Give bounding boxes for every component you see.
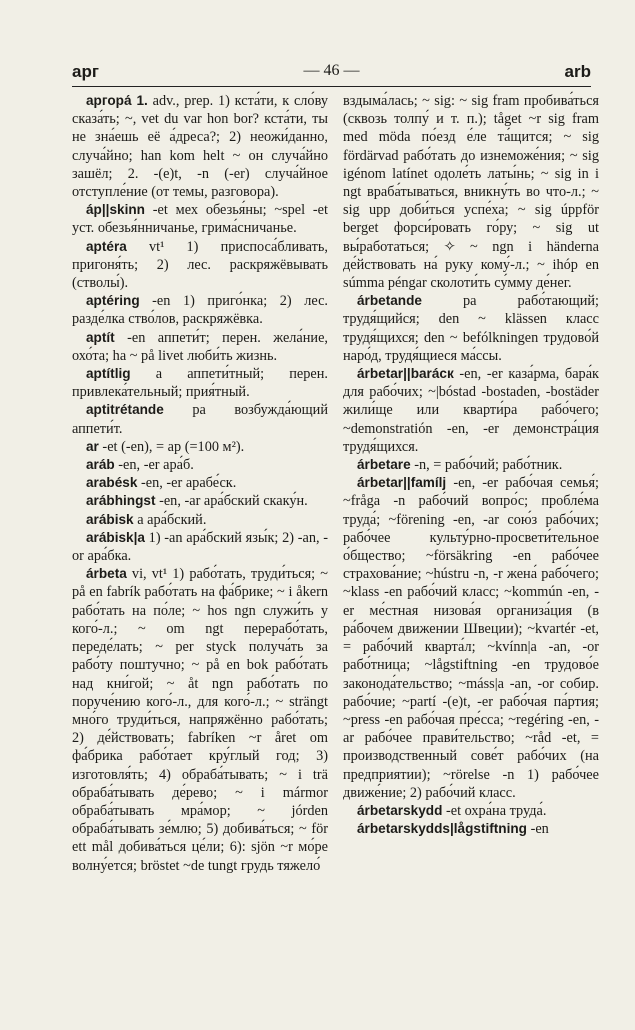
entry-headword: árbetande — [357, 293, 422, 309]
entry-definition: -en, -er каза́рма, бара́к для рабо́чих; ~|bóstad -bostaden, -bostäder жили́ще или кварти́ра рабо́чего; ~demonstratión -en, -er демонстра́ция трудя́щихся. — [343, 366, 599, 455]
dictionary-entry — [72, 474, 328, 492]
entry-definition: -et (-en), = ap (=100 м²). — [98, 438, 245, 455]
entry-definition: -en 1) приго́нка; 2) лес. разде́лка ство́лов, раскряжёвка. — [72, 293, 328, 328]
entry-headword: áp||skinn — [86, 202, 145, 218]
entry-headword: árbetarskydds|lågstiftning — [357, 821, 527, 837]
entry-definition: -et мех обезья́ны; ~spel -et уст. обезья́нничанье, грима́сничанье. — [72, 202, 328, 237]
entry-headword: árbetare — [357, 457, 411, 473]
entry-headword: аргора́ 1. — [86, 93, 148, 108]
entry-headword: árbetar||barácк — [357, 366, 454, 382]
header-guide-word-right: arb — [564, 62, 591, 81]
entry-definition: -en, -ar ара́бский скаку́н. — [155, 493, 308, 510]
right-column — [343, 92, 599, 838]
dictionary-entry — [72, 565, 328, 874]
page-number: — 46 — — [303, 62, 360, 79]
entry-headword: arábisk|a — [86, 529, 145, 545]
entry-headword: arabésk — [86, 475, 138, 491]
entry-definition: a ара́бский. — [133, 511, 207, 528]
entry-definition: -en, -er ара́б. — [114, 457, 194, 474]
entry-headword: árbetarskydd — [357, 802, 443, 818]
left-column — [72, 92, 328, 875]
entry-definition: vi, vt¹ 1) рабо́тать, труди́ться; ~ på en fabrík рабо́тать на фа́брике; ~ i åkern рабо́тать на по́ле; ~ hos ngn служи́ть у кого́-л.; ~ om ngt перерабо́тать, переде́лать; ~ per styck получа́ть за рабо́ту поштучно; ~ på en bok рабо́тать над кни́гой; ~ åt ngn рабо́тать по поруче́нию кого́-л., для кого́-л.; ~ strängt мно́го труди́ться, напряжённо рабо́тать; 2) де́йствовать; fabríken ~r året om фа́брика рабо́тает кру́глый год; 3) изготовля́ть; 4) обраба́тывать; ~ i trä обраба́тывать де́рево; ~ i mármor обраба́тывать мра́мор; ~ jórden обраба́тывать зе́млю; 5) добива́ться; ~ för ett mål добива́ться це́ли; 6): sjön ~r мо́ре волну́ется; bröstet ~de tungt грудь тяжело́ — [72, 566, 328, 874]
dictionary-entry — [72, 238, 328, 293]
entry-definition: -en, -er арабе́ск. — [137, 475, 237, 492]
header-rule — [72, 86, 591, 87]
entry-definition: вздыма́лась; ~ sig: ~ sig fram пробива́ться (сквозь толпу́ и т. п.); tåget ~r sig fram med möda по́езд е́ле та́щится; ~ sig fördärvad рабо́тать до изнеможе́ния; ~ sig igénom latínet одоле́ть латы́нь; ~ sig in i ngt враба́тываться, вникну́ть во что-л.; ~ sig upp доби́ться успе́ха; ~ sig úppför berget форси́ровать го́ру; ~ sig ut вы́работаться; ✧ ~ ngn i händerna де́йствовать на́ руку кому́-л.; ~ ihóp en súmma péngar сколоти́ть су́мму де́нег. — [343, 93, 599, 292]
entry-headword: árbeta — [86, 566, 127, 582]
dictionary-entry — [72, 529, 328, 565]
dictionary-entry — [343, 292, 599, 365]
entry-definition: a аппети́тный; перен. привлека́тельный; прия́тный. — [72, 366, 328, 401]
entry-definition: 1) -an ара́бский язы́к; 2) -an, -or ара́бка. — [72, 529, 328, 565]
entry-definition: vt¹ 1) приспоса́бливать, пригоня́ть; 2) лес. раскряжёвывать (стволы́). — [72, 238, 328, 292]
dictionary-entry — [72, 292, 328, 328]
header-guide-word-left: арг — [72, 62, 99, 81]
dictionary-entry — [343, 92, 599, 292]
dictionary-entry — [72, 438, 328, 456]
entry-definition: -et охра́на труда́. — [442, 802, 547, 819]
entry-definition: pa рабо́тающий; трудя́щийся; den ~ klässen класс трудя́щихся; den ~ befólkningen трудово́й наро́д, трудя́щиеся ма́ссы. — [343, 293, 599, 364]
dictionary-entry — [72, 92, 328, 201]
dictionary-entry — [72, 511, 328, 529]
entry-definition: -en — [527, 821, 549, 838]
dictionary-entry — [343, 802, 599, 820]
entry-definition: pa возбужда́ющий аппети́т. — [72, 402, 328, 437]
dictionary-entry — [72, 329, 328, 365]
dictionary-entry — [72, 365, 328, 401]
entry-headword: arábhingst — [86, 493, 156, 509]
entry-headword: aptítlig — [86, 366, 131, 382]
entry-headword: aptéring — [86, 293, 140, 309]
entry-definition: adv., prep. 1) кста́ти, к сло́ву сказа́ть; ~, vet du var hon bor? кста́ти, ты не зна́ешь её а́дреса?; 2) неожи́данно, случа́йно; han kom helt ~ он случа́йно зашёл; 2. -(e)t, -n (-er) случа́йное отступле́ние (от темы, разговора). — [72, 93, 328, 201]
entry-headword: ar — [86, 438, 99, 454]
dictionary-entry — [72, 401, 328, 437]
entry-headword: árbetar||famílj — [357, 475, 447, 491]
dictionary-entry — [72, 492, 328, 510]
dictionary-entry — [343, 365, 599, 456]
page-header — [72, 60, 591, 84]
entry-definition: -en аппети́т; перен. жела́ние, охо́та; ha ~ på livet люби́ть жизнь. — [72, 329, 328, 364]
dictionary-entry — [343, 456, 599, 474]
entry-headword: aptéra — [86, 238, 127, 254]
dictionary-entry — [343, 474, 599, 802]
dictionary-entry — [72, 201, 328, 237]
entry-definition: -en, -er рабо́чая семья́; ~fråga -n рабо́чий вопро́с; пробле́ма труда́; ~förening -en, -ar сою́з рабо́чих; рабо́чее культу́рно-просвети́тельное о́бщество; ~försäkring -en рабо́чее страхова́ние; ~hústru -n, -r жена́ рабо́чего; ~klass -en рабо́чий класс; ~kommún -en, -er ме́стная низова́я организа́ция (в ра́бочем движении Швеции); ~kvartér -et, = рабо́чий кварта́л; ~kvínn|a -an, -or рабо́тница; ~lågstiftning -en трудово́е законода́тельство; ~máss|a -an, -or собир. рабо́чие; ~partí -(e)t, -er рабо́чая па́ртия; ~press -en рабо́чая пре́сса; ~regéring -en, -ar рабо́чее прави́тельство; ~råd -et, = производственный сове́т рабо́чих (на предприятии); ~rörelse -n 1) рабо́чее движе́ние; 2) рабо́чий класс. — [343, 475, 599, 801]
entry-definition: -n, = рабо́чий; рабо́тник. — [410, 457, 563, 474]
dictionary-entry — [343, 820, 599, 838]
entry-headword: aráb — [86, 457, 115, 473]
dictionary-entry — [72, 456, 328, 474]
entry-headword: aptitrétande — [86, 402, 164, 418]
entry-headword: aptít — [86, 329, 115, 345]
entry-headword: arábisk — [86, 511, 134, 527]
